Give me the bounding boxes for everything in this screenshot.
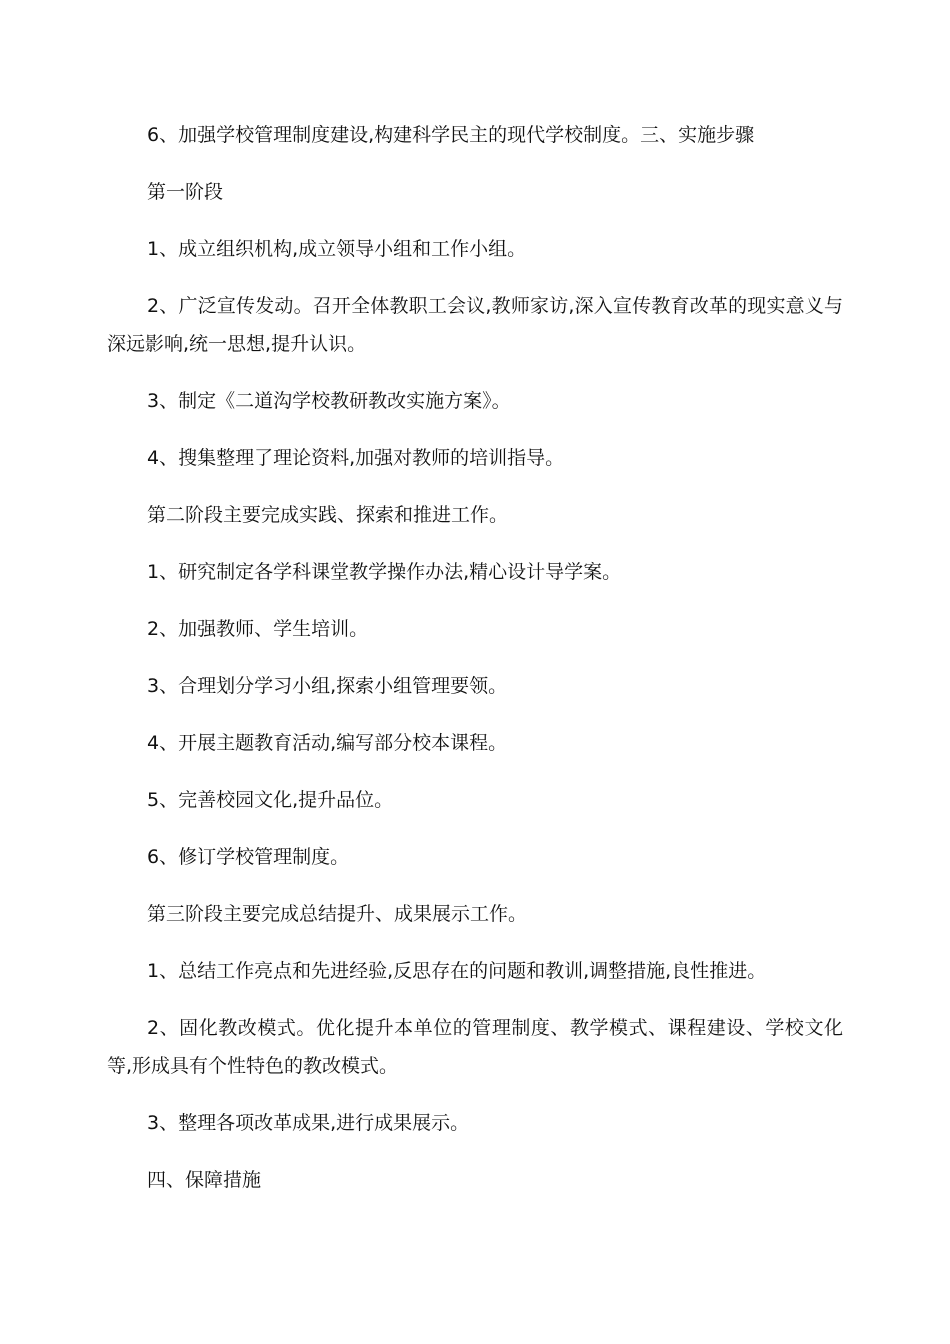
paragraph-phase2-item6: 6、修订学校管理制度。 [147, 846, 350, 868]
paragraph-phase2-heading: 第二阶段主要完成实践、探索和推进工作。 [147, 504, 509, 526]
paragraph-phase3-item1: 1、总结工作亮点和先进经验,反思存在的问题和教训,调整措施,良性推进。 [147, 960, 767, 982]
paragraph-phase1-item3: 3、制定《二道沟学校教研教改实施方案》。 [147, 390, 511, 412]
paragraph-phase2-item1: 1、研究制定各学科课堂教学操作办法,精心设计导学案。 [147, 561, 622, 583]
paragraph-phase3-item2: 2、固化教改模式。优化提升本单位的管理制度、教学模式、课程建设、学校文化等,形成具有个性特色的教改模式。 [107, 1017, 843, 1077]
paragraph-phase1-item1: 1、成立组织机构,成立领导小组和工作小组。 [147, 238, 527, 260]
paragraph-step6-system: 6、加强学校管理制度建设,构建科学民主的现代学校制度。三、实施步骤 [147, 124, 755, 146]
paragraph-phase1-item4: 4、搜集整理了理论资料,加强对教师的培训指导。 [147, 447, 565, 469]
section-heading-safeguards: 四、保障措施 [147, 1169, 262, 1191]
document-body [107, 116, 843, 1218]
paragraph-phase2-item3: 3、合理划分学习小组,探索小组管理要领。 [147, 675, 508, 697]
paragraph-phase1-heading: 第一阶段 [147, 181, 224, 203]
paragraph-phase3-heading: 第三阶段主要完成总结提升、成果展示工作。 [147, 903, 528, 925]
paragraph-phase2-item2: 2、加强教师、学生培训。 [147, 618, 369, 640]
paragraph-phase2-item4: 4、开展主题教育活动,编写部分校本课程。 [147, 732, 508, 754]
paragraph-phase1-item2: 2、广泛宣传发动。召开全体教职工会议,教师家访,深入宣传教育改革的现实意义与深远影响,统一思想,提升认识。 [107, 295, 843, 355]
paragraph-phase2-item5: 5、完善校园文化,提升品位。 [147, 789, 394, 811]
paragraph-phase3-item3: 3、整理各项改革成果,进行成果展示。 [147, 1112, 470, 1134]
